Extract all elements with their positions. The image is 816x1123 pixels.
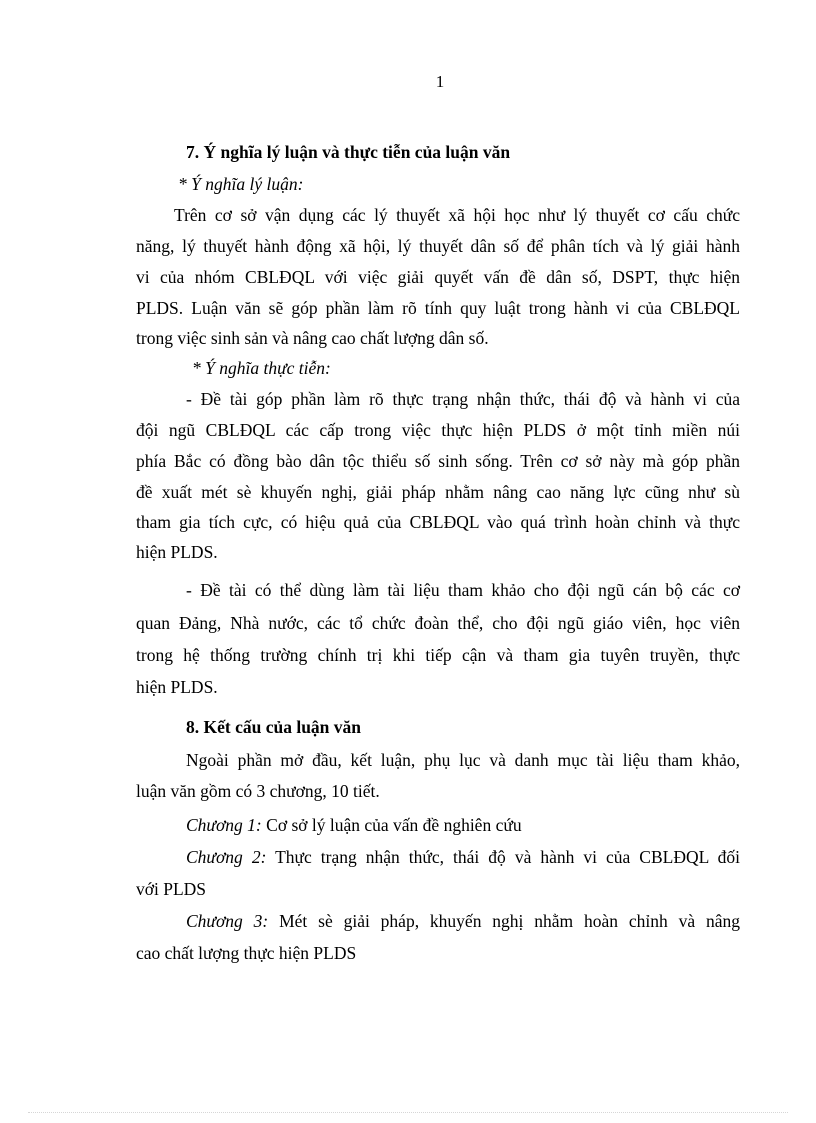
theory-line-1: Trên cơ sở vận dụng các lý thuyết xã hội học như lý thuyết cơ cấu chức: [174, 205, 740, 225]
practice-p2-line-2: quan Đảng, Nhà nước, các tổ chức đoàn thể, cho đội ngũ giáo viên, học viên: [136, 613, 740, 633]
structure-intro-line-2: luận văn gồm có 3 chương, 10 tiết.: [136, 781, 380, 801]
practice-p1-line-2: đội ngũ CBLĐQL các cấp trong việc thực hiện PLDS ở một tỉnh miền núi: [136, 420, 740, 440]
page-number: 1: [435, 72, 445, 91]
chapter-3-label: Chương 3:: [186, 911, 269, 931]
theory-label: * Ý nghĩa lý luận:: [178, 174, 304, 194]
theory-line-5: trong việc sinh sản và nâng cao chất lượng dân số.: [136, 328, 489, 348]
practice-label: * Ý nghĩa thực tiễn:: [192, 358, 331, 378]
practice-p2-line-4: hiện PLDS.: [136, 677, 218, 697]
practice-p1-line-6: hiện PLDS.: [136, 542, 218, 562]
chapter-2-title: Thực trạng nhận thức, thái độ và hành vi của CBLĐQL đối: [275, 847, 741, 867]
chapter-1-label: Chương 1:: [186, 815, 262, 835]
chapter-3-title: Mét sè giải pháp, khuyến nghị nhằm hoàn chỉnh và nâng: [279, 911, 741, 931]
practice-p2-line-1: - Đề tài có thể dùng làm tài liệu tham khảo cho đội ngũ cán bộ các cơ: [186, 580, 740, 600]
section-8-heading: 8. Kết cấu của luận văn: [186, 717, 362, 737]
page-bottom-divider: [28, 1112, 788, 1113]
chapter-2-label: Chương 2:: [186, 847, 267, 867]
theory-line-3: vi của nhóm CBLĐQL với việc giải quyết vấn đề dân số, DSPT, thực hiện: [136, 267, 740, 287]
chapter-1: [186, 813, 740, 837]
theory-line-2: năng, lý thuyết hành động xã hội, lý thuyết dân số để phân tích và lý giải hành: [136, 236, 740, 256]
section-7-heading: 7. Ý nghĩa lý luận và thực tiễn của luận văn: [186, 142, 511, 162]
chapter-2: [186, 845, 740, 869]
theory-line-4: PLDS. Luận văn sẽ góp phần làm rõ tính quy luật trong hành vi của CBLĐQL: [136, 298, 740, 318]
practice-p2-line-3: trong hệ thống trường chính trị khi tiếp cận và tham gia tuyên truyền, thực: [136, 645, 740, 665]
chapter-1-title: Cơ sở lý luận của vấn đề nghiên cứu: [266, 815, 522, 835]
practice-p1-line-3: phía Bắc có đồng bào dân tộc thiểu số sinh sống. Trên cơ sở này mà góp phần: [136, 451, 740, 471]
chapter-3: [186, 909, 740, 933]
structure-intro-line-1: Ngoài phần mở đầu, kết luận, phụ lục và danh mục tài liệu tham khảo,: [186, 750, 740, 770]
chapter-2-continued: với PLDS: [136, 879, 207, 899]
chapter-3-continued: cao chất lượng thực hiện PLDS: [136, 943, 357, 963]
practice-p1-line-5: tham gia tích cực, có hiệu quả của CBLĐQL vào quá trình hoàn chỉnh và thực: [136, 512, 740, 532]
practice-p1-line-4: đề xuất mét sè khuyến nghị, giải pháp nhằm nâng cao năng lực cũng như sù: [136, 482, 740, 502]
practice-p1-line-1: - Đề tài góp phần làm rõ thực trạng nhận thức, thái độ và hành vi của: [186, 389, 740, 409]
